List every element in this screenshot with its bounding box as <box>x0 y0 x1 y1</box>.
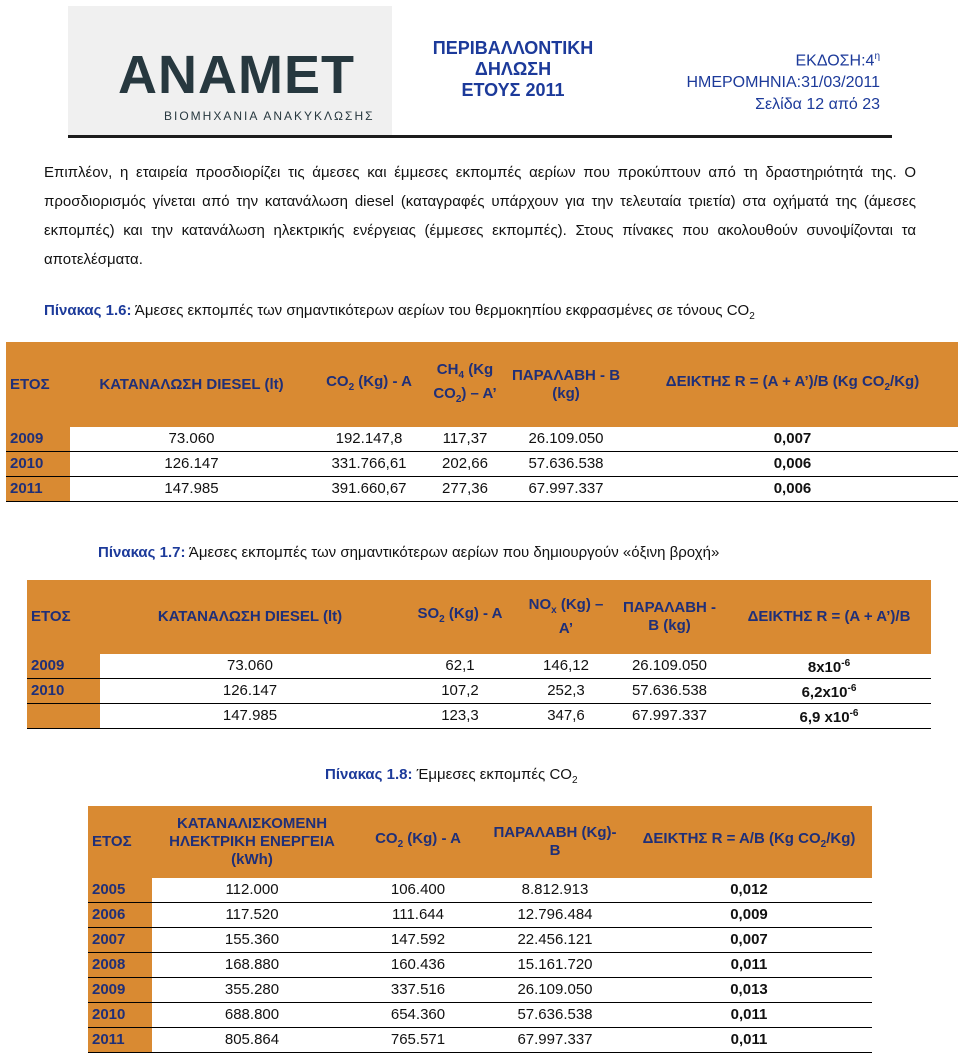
cell-receipt: 22.456.121 <box>484 928 626 953</box>
title-line-1: ΠΕΡΙΒΑΛΛΟΝΤΙΚΗ <box>432 38 594 58</box>
cell-receipt: 8.812.913 <box>484 878 626 903</box>
table-row <box>88 928 872 953</box>
cell-index: 0,009 <box>626 903 872 928</box>
cell-year <box>27 704 100 729</box>
cell-year: 2010 <box>27 679 100 704</box>
cell-nox: 252,3 <box>520 679 612 704</box>
table-header-row <box>6 342 958 427</box>
cell-receipt: 57.636.538 <box>505 452 627 477</box>
cell-co2: 337.516 <box>352 978 484 1003</box>
cell-index: 0,011 <box>626 1028 872 1053</box>
logo-subtitle: ΒΙΟΜΗΧΑΝΙΑ ΑΝΑΚΥΚΛΩΣΗΣ <box>164 109 375 123</box>
table-row <box>88 1028 872 1053</box>
cell-co2: 391.660,67 <box>313 477 425 502</box>
table-row <box>88 878 872 903</box>
title-line-2: ΔΗΛΩΣΗ <box>474 59 552 79</box>
col-index: ΔΕΙΚΤΗΣ R = A/B (Kg $CO_2/Kg$) <box>642 830 856 850</box>
col-index: ΔΕΙΚΤΗΣ R = (A + A’)/B (Kg $CO_2/Kg$) <box>665 372 920 393</box>
col-co2: $CO_2$ (Kg) - A <box>375 830 461 850</box>
cell-energy: 168.880 <box>152 953 352 978</box>
table1-caption: Πίνακας 1.6: Άμεσες εκπομπές των σημαντικότερων αερίων του θερμοκηπίου εκφρασμένες σε τόνους $CO_2$ <box>44 302 755 322</box>
table-indirect-co2 <box>88 806 872 1053</box>
cell-index: $8x10^{-6}$ <box>727 654 931 679</box>
col-year: ΕΤΟΣ <box>31 608 71 625</box>
table-row <box>6 427 958 452</box>
cell-nox: 146,12 <box>520 654 612 679</box>
cell-diesel: 126.147 <box>100 679 400 704</box>
cell-index: 6,9 $x10^{-6}$ <box>727 704 931 729</box>
table-row <box>88 1003 872 1028</box>
cell-receipt: 26.109.050 <box>505 427 627 452</box>
table-row <box>88 978 872 1003</box>
cell-receipt: 26.109.050 <box>612 654 727 679</box>
col-co2: $CO_2$ (Kg) - A <box>326 372 412 393</box>
table-header-row <box>88 806 872 878</box>
table2-caption: Πίνακας 1.7: Άμεσες εκπομπές των σημαντικότερων αερίων που δημιουργούν «όξινη βροχή» <box>98 544 720 561</box>
cell-index: 0,007 <box>626 928 872 953</box>
col-index: ΔΕΙΚΤΗΣ R = (A + A’)/B <box>747 608 911 625</box>
cell-ch4: 277,36 <box>425 477 505 502</box>
table-row <box>27 704 931 729</box>
col-ch4: $CH_4$ (Kg $CO_2$) – A’ <box>433 360 497 405</box>
cell-so2: 107,2 <box>400 679 520 704</box>
cell-index: 0,006 <box>627 452 958 477</box>
cell-index: 0,007 <box>627 427 958 452</box>
cell-energy: 155.360 <box>152 928 352 953</box>
table-row <box>88 903 872 928</box>
cell-year: 2010 <box>88 1003 152 1028</box>
cell-year: 2006 <box>88 903 152 928</box>
table-direct-ghg <box>6 342 958 502</box>
cell-co2: 331.766,61 <box>313 452 425 477</box>
cell-year: 2010 <box>6 452 70 477</box>
cell-receipt: 57.636.538 <box>612 679 727 704</box>
company-logo <box>68 6 392 135</box>
cell-co2: 111.644 <box>352 903 484 928</box>
cell-year: 2009 <box>27 654 100 679</box>
cell-receipt: 12.796.484 <box>484 903 626 928</box>
cell-receipt: 15.161.720 <box>484 953 626 978</box>
cell-year: 2011 <box>88 1028 152 1053</box>
table-row <box>27 679 931 704</box>
intro-paragraph: Επιπλέον, η εταιρεία προσδιορίζει τις άμεσες και έμμεσες εκπομπές αερίων που προκύπτουν από τη δραστηριότητά της. Ο προσδιορισμός γίνεται από την κατανάλωση diesel (καταγραφές υπάρχουν για την τελευταία τριετία) στα οχήματά της (άμεσες εκπομπές) και την κατανάλωση ηλεκτρικής ενέργειας (έμμεσες εκπομπές). Στους πίνακες που ακολουθούν συνοψίζονται τα αποτελέσματα. <box>44 164 916 268</box>
cell-index: 0,013 <box>626 978 872 1003</box>
col-diesel: ΚΑΤΑΝΑΛΩΣΗ DIESEL (lt) <box>157 608 343 625</box>
document-meta <box>686 46 880 116</box>
col-receipt: ΠΑΡΑΛΑΒΗ (Kg)- B <box>493 824 617 859</box>
cell-diesel: 73.060 <box>100 654 400 679</box>
cell-so2: 62,1 <box>400 654 520 679</box>
cell-year: 2009 <box>88 978 152 1003</box>
col-nox: $NO_x$ (Kg) – A’ <box>528 596 604 637</box>
cell-ch4: 117,37 <box>425 427 505 452</box>
table-row <box>6 477 958 502</box>
cell-co2: 106.400 <box>352 878 484 903</box>
cell-year: 2009 <box>6 427 70 452</box>
cell-ch4: 202,66 <box>425 452 505 477</box>
table-header-row <box>27 580 931 654</box>
cell-index: 0,011 <box>626 1003 872 1028</box>
cell-energy: 117.520 <box>152 903 352 928</box>
date-label: ΗΜΕΡΟΜΗΝΙΑ:31/03/2011 <box>686 74 880 92</box>
cell-year: 2008 <box>88 953 152 978</box>
page-header <box>68 6 892 138</box>
cell-co2: 765.571 <box>352 1028 484 1053</box>
col-diesel: ΚΑΤΑΝΑΛΩΣΗ DIESEL (lt) <box>99 375 284 393</box>
cell-index: 0,012 <box>626 878 872 903</box>
cell-co2: 147.592 <box>352 928 484 953</box>
logo-wordmark: ANAMET <box>118 45 355 105</box>
cell-year: 2005 <box>88 878 152 903</box>
col-energy: ΚΑΤΑΝΑΛΙΣΚΟΜΕΝΗ ΗΛΕΚΤΡΙΚΗ ΕΝΕΡΓΕΙΑ (kWh) <box>169 815 335 868</box>
col-receipt: ΠΑΡΑΛΑΒΗ - B (kg) <box>622 599 717 634</box>
cell-so2: 123,3 <box>400 704 520 729</box>
cell-energy: 112.000 <box>152 878 352 903</box>
cell-co2: 192.147,8 <box>313 427 425 452</box>
table-acid-rain <box>27 580 931 729</box>
cell-receipt: 57.636.538 <box>484 1003 626 1028</box>
cell-receipt: 26.109.050 <box>484 978 626 1003</box>
cell-energy: 355.280 <box>152 978 352 1003</box>
col-year: ΕΤΟΣ <box>10 375 50 393</box>
col-so2: $SO_2$ (Kg) - A <box>417 605 503 625</box>
table3-caption: Πίνακας 1.8: Έμμεσες εκπομπές $CO_2$ <box>325 766 578 786</box>
cell-diesel: 126.147 <box>70 452 313 477</box>
title-line-3: ΕΤΟΥΣ 2011 <box>461 80 565 100</box>
cell-diesel: 147.985 <box>100 704 400 729</box>
edition-label: $EK\Delta O\Sigma H:4^\eta$ <box>795 51 880 70</box>
cell-receipt: 67.997.337 <box>484 1028 626 1053</box>
col-year: ΕΤΟΣ <box>92 833 132 850</box>
cell-diesel: 147.985 <box>70 477 313 502</box>
cell-year: 2007 <box>88 928 152 953</box>
cell-index: 0,011 <box>626 953 872 978</box>
page-number: Σελίδα 12 από 23 <box>755 96 880 114</box>
cell-co2: 654.360 <box>352 1003 484 1028</box>
cell-index: $6,2x10^{-6}$ <box>727 679 931 704</box>
cell-receipt: 67.997.337 <box>505 477 627 502</box>
table-row <box>27 654 931 679</box>
col-receipt: ΠΑΡΑΛΑΒΗ - B (kg) <box>511 366 621 402</box>
cell-diesel: 73.060 <box>70 427 313 452</box>
table-row <box>6 452 958 477</box>
cell-energy: 805.864 <box>152 1028 352 1053</box>
cell-nox: 347,6 <box>520 704 612 729</box>
cell-energy: 688.800 <box>152 1003 352 1028</box>
cell-index: 0,006 <box>627 477 958 502</box>
cell-year: 2011 <box>6 477 70 502</box>
cell-receipt: 67.997.337 <box>612 704 727 729</box>
document-title <box>403 38 623 101</box>
cell-co2: 160.436 <box>352 953 484 978</box>
table-row <box>88 953 872 978</box>
